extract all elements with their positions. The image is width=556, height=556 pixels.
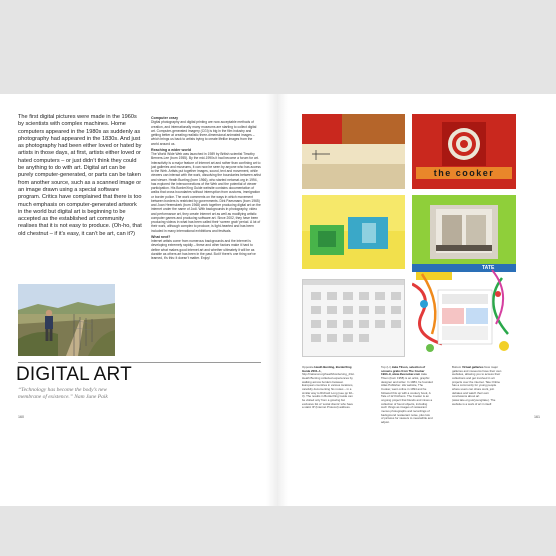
caption-text: Now major galleries and museums have their own websites, allowing you to access their collections and get involved in art projects over the internet. Tate Online has a community for young people where users can share work, join debates and watch their own conclusions about art (www.tate.org.uk/young/tate). The website is a work of art in itself. — [452, 365, 502, 406]
page-number: 160 — [18, 415, 24, 419]
section-text: Digital photography and digital printing are now acceptable methods of creation, and internationally many museums are starting to collect digital art. Computer-generated imagery (CGI) is big in the film industry and getting better at creating realistic three-dimensional animated images – which brings us back to artists trying to create lifelike images from the world around us. — [151, 120, 257, 146]
caption-label: Top (l-r) — [381, 365, 391, 369]
section-heading: What next? — [151, 234, 171, 239]
caption-title: Jake Tilson, selection of screens grabs from The Cooker 1994–9, www.thecooker.com — [381, 365, 426, 377]
caption-label: Opposite — [302, 365, 314, 369]
border-walk-photo — [18, 284, 115, 356]
intro-paragraph: The first digital pictures were made in the 1960s by scientists with complex machines. Home computers appeared in the 1980s as suddenly as photography had appeared in the 1830s. And just as photography had been either loved or hated by artists in those days, at first, artists either loved or hated computers – or just didn’t think they could be anything to do with art. Digital art can be purely computer-generated, or parts can be taken from another source, such as a scanned image or an image drawn using a special software program. Critics have complained that there is too much emphasis on computer-generated artwork in the world but digital art is beginning to be accepted as the established art community realises that it is not easy to produce. (Oh-ho, that old chestnut – if it’s easy, it can’t be art, can it?) — [18, 114, 142, 237]
page-title: DIGITAL ART — [16, 364, 132, 385]
pull-quote: “Technology has become the body’s new membrane of existence.” Nam June Paik — [18, 387, 108, 400]
cooker-screen-2 — [412, 114, 516, 189]
tate-logo-text: TATE — [482, 265, 495, 271]
title-rule — [18, 362, 261, 363]
cooker-logo-text: the cooker — [416, 167, 512, 179]
gutter-shadow — [266, 94, 278, 506]
body-column — [151, 114, 261, 262]
landscape-illustration — [18, 284, 115, 356]
tate-young-screenshot — [412, 264, 516, 358]
cooker-graphic — [302, 114, 405, 189]
left-page — [0, 94, 278, 506]
caption-opposite — [302, 366, 354, 410]
section-text: The World Wide Web was launched in 1989 by British scientist Timothy Berners-Lee (born 1955). By the mid-1990s it had become a forum for art. Interactivity is a major feature of Internet art and rather than confining art to just galleries and museums, it can now be seen by anyone who has access to the Web. Artists put together images, sound, text and movement, while viewers can interact with the work, dissolving the boundaries between artist and viewer. Heath Bunting (born 1966), who started netomat.org in 1994, has explored the interconnections of the Web and the potential of viewer participation. His BorderXing Guide website contains documentation of walks that cross boundaries without interruption from customs, immigration or border police. The work comments on the ways in which movement between borders is restricted by governments. Dirk Paesmans (born 1965) and Joan Heemskerk (born 1968) work together producing digital art on the internet under the name of Jodi. With backgrounds in photography, video and performance art, they create Internet art as well as modifying artistic computer games and producing software art. Since 2002, they have been producing videos in what has been called their ‘screen grab’ period. A lot of their work, although complex to produce, is light-hearted and has been included in many international exhibitions and festivals. — [151, 152, 261, 233]
caption-bottom — [452, 366, 504, 406]
cooker-screen-1 — [302, 114, 405, 189]
section-heading: Reaching a wider world — [151, 147, 192, 152]
caption-text: http://irational.org/heath/borderxing_2/ist. Heath Bunting collected experiences by walking across borders between European countries in various locations, carefully documenting his routes – in a similar way to Richard Long (see pp 92–3). The results in BorderXing Guide can be visited only from a growing but exclusive list of ‘social clients’ who have a static IP (Internet Protocol) address. — [302, 372, 355, 410]
caption-label: Bottom — [452, 365, 462, 369]
caption-title: Virtual galleries — [461, 365, 484, 369]
borderxing-screenshot — [302, 279, 405, 357]
caption-title: Heath Bunting, BorderXing Guide 2001–1, — [302, 365, 352, 373]
cooker-screen-3 — [302, 195, 405, 269]
section-text: Internet artists come from numerous backgrounds and the internet is developing extremely rapidly – these and other factors make it hard to define what makes good internet art and whether ultimately it will be as durable as others art has been in the past. But if there’s one thing we’ve learned, it’s this: it doesn’t matter. Enjoy! — [151, 239, 256, 260]
right-page — [278, 94, 556, 506]
cooker-screen-4 — [412, 195, 516, 269]
section-heading: Computer crazy — [151, 116, 179, 120]
gutter-shadow — [278, 94, 288, 506]
page-number: 161 — [534, 415, 540, 419]
caption-top — [381, 366, 433, 425]
caption-text: Jake Tilson (born 1958) is an artist, graphic designer and writer. In 1984, he founded Atlas Publisher. His website, The Cooker, went online in 1994 and he followed this up with a cookery book, A Tale of 12 Kitchens. The Cooker is an ongoing project that blends and mixes a collection of found objects, including such things as images of restaurant menus photographs and recordings of background restaurant noise, plus lots of pictures for viewers to meanwhile and adjust. — [381, 372, 433, 424]
